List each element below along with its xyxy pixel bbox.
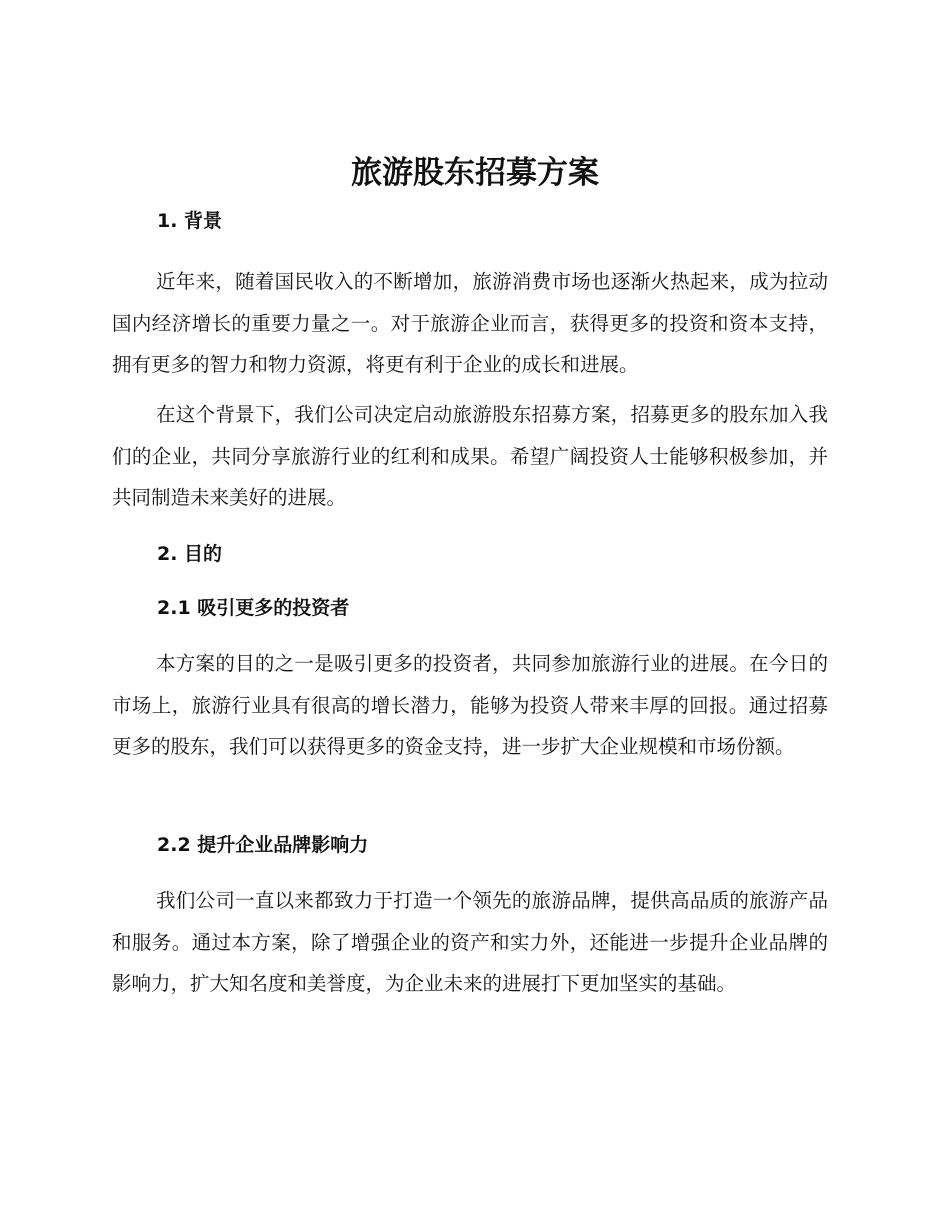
subsection-heading-brand-influence: 2.2 提升企业品牌影响力 [157, 834, 369, 856]
paragraph-background-2: 在这个背景下，我们公司决定启动旅游股东招募方案，招募更多的股东加入我们的企业，共同分享旅游行业的红利和成果。希望广阔投资人士能够积极参加，并共同制造未来美好的进展。 [112, 403, 828, 509]
document-title: 旅游股东招募方案 [351, 155, 599, 191]
section-heading-purpose: 2. 目的 [157, 543, 223, 565]
paragraph-attract-investors: 本方案的目的之一是吸引更多的投资者，共同参加旅游行业的进展。在今日的市场上，旅游行业具有很高的增长潜力，能够为投资人带来丰厚的回报。通过招募更多的股东，我们可以获得更多的资金支持，进一步扩大企业规模和市场份额。 [112, 652, 828, 758]
subsection-heading-attract-investors: 2.1 吸引更多的投资者 [157, 597, 350, 619]
section-heading-background: 1. 背景 [157, 210, 223, 232]
paragraph-background-1: 近年来，随着国民收入的不断增加，旅游消费市场也逐渐火热起来，成为拉动国内经济增长的重要力量之一。对于旅游企业而言，获得更多的投资和资本支持，拥有更多的智力和物力资源，将更有利于企业的成长和进展。 [112, 270, 828, 376]
paragraph-brand-influence: 我们公司一直以来都致力于打造一个领先的旅游品牌，提供高品质的旅游产品和服务。通过本方案，除了增强企业的资产和实力外，还能进一步提升企业品牌的影响力，扩大知名度和美誉度，为企业未来的进展打下更加坚实的基础。 [112, 889, 828, 995]
